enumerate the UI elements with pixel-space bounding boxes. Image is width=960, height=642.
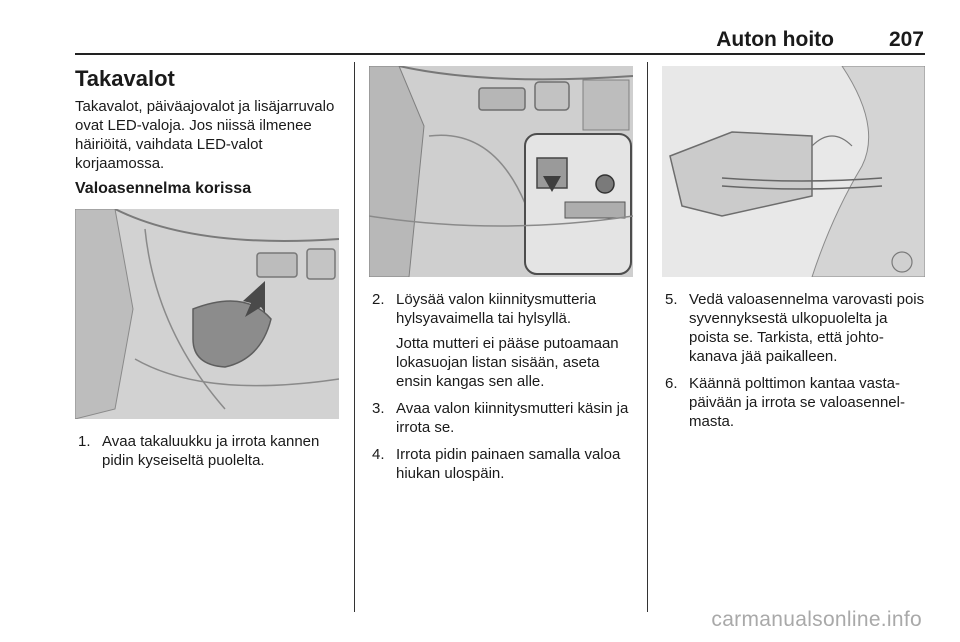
section-title: Takavalot — [75, 66, 175, 91]
step-number: 1. — [78, 433, 91, 450]
page-number: 207 — [888, 28, 924, 51]
page-header-title: Auton hoito — [716, 28, 834, 51]
illustration-light-assembly — [662, 66, 925, 277]
list-item — [372, 399, 637, 437]
step-note: Jotta mutteri ei pääse putoamaan lokasuojan listan sisään, aseta ensin kangas sen alle. — [396, 335, 619, 390]
list-item — [78, 432, 340, 470]
step-text: Löysää valon kiinnitysmutteria hylsyavaimella tai hylsyllä. — [396, 291, 597, 327]
step-number: 2. — [372, 291, 385, 308]
step-text: Avaa valon kiinnitysmutteri käsin ja irrota se. — [396, 400, 629, 436]
watermark: carmanualsonline.info — [711, 608, 922, 631]
step-text: Käännä polttimon kantaa vastapäivään ja irrota se valoasennelmasta. — [689, 375, 905, 430]
column-divider-1 — [354, 62, 355, 612]
illustration-trunk-cover — [75, 209, 339, 419]
step-number: 6. — [665, 375, 678, 392]
steps-list-col3 — [665, 290, 927, 439]
step-number: 3. — [372, 400, 385, 417]
illustration-mounting-nut — [369, 66, 633, 277]
steps-list-col2 — [372, 290, 637, 491]
step-text: Irrota pidin painaen samalla valoa hiukan ulospäin. — [396, 446, 621, 482]
header-rule — [75, 53, 925, 55]
steps-list-col1 — [78, 432, 340, 478]
list-item — [665, 374, 927, 431]
list-item — [372, 290, 637, 391]
step-number: 4. — [372, 446, 385, 463]
subheading: Valoasennelma korissa — [75, 180, 252, 197]
step-text: Avaa takaluukku ja irrota kannen pidin kyseiseltä puolelta. — [102, 433, 320, 469]
step-text: Vedä valoasennelma varovasti pois syvennyksestä ulkopuolelta ja poista se. Tarkista, että johtokanava jää paikalleen. — [689, 291, 925, 365]
step-number: 5. — [665, 291, 678, 308]
list-item — [372, 445, 637, 483]
intro-paragraph: Takavalot, päiväajovalot ja lisäjarruvalo ovat LED-valoja. Jos niissä ilmenee häiriöitä, vaihdata LED-valot korjaamossa. — [75, 98, 335, 172]
list-item — [665, 290, 927, 366]
column-divider-2 — [647, 62, 648, 612]
